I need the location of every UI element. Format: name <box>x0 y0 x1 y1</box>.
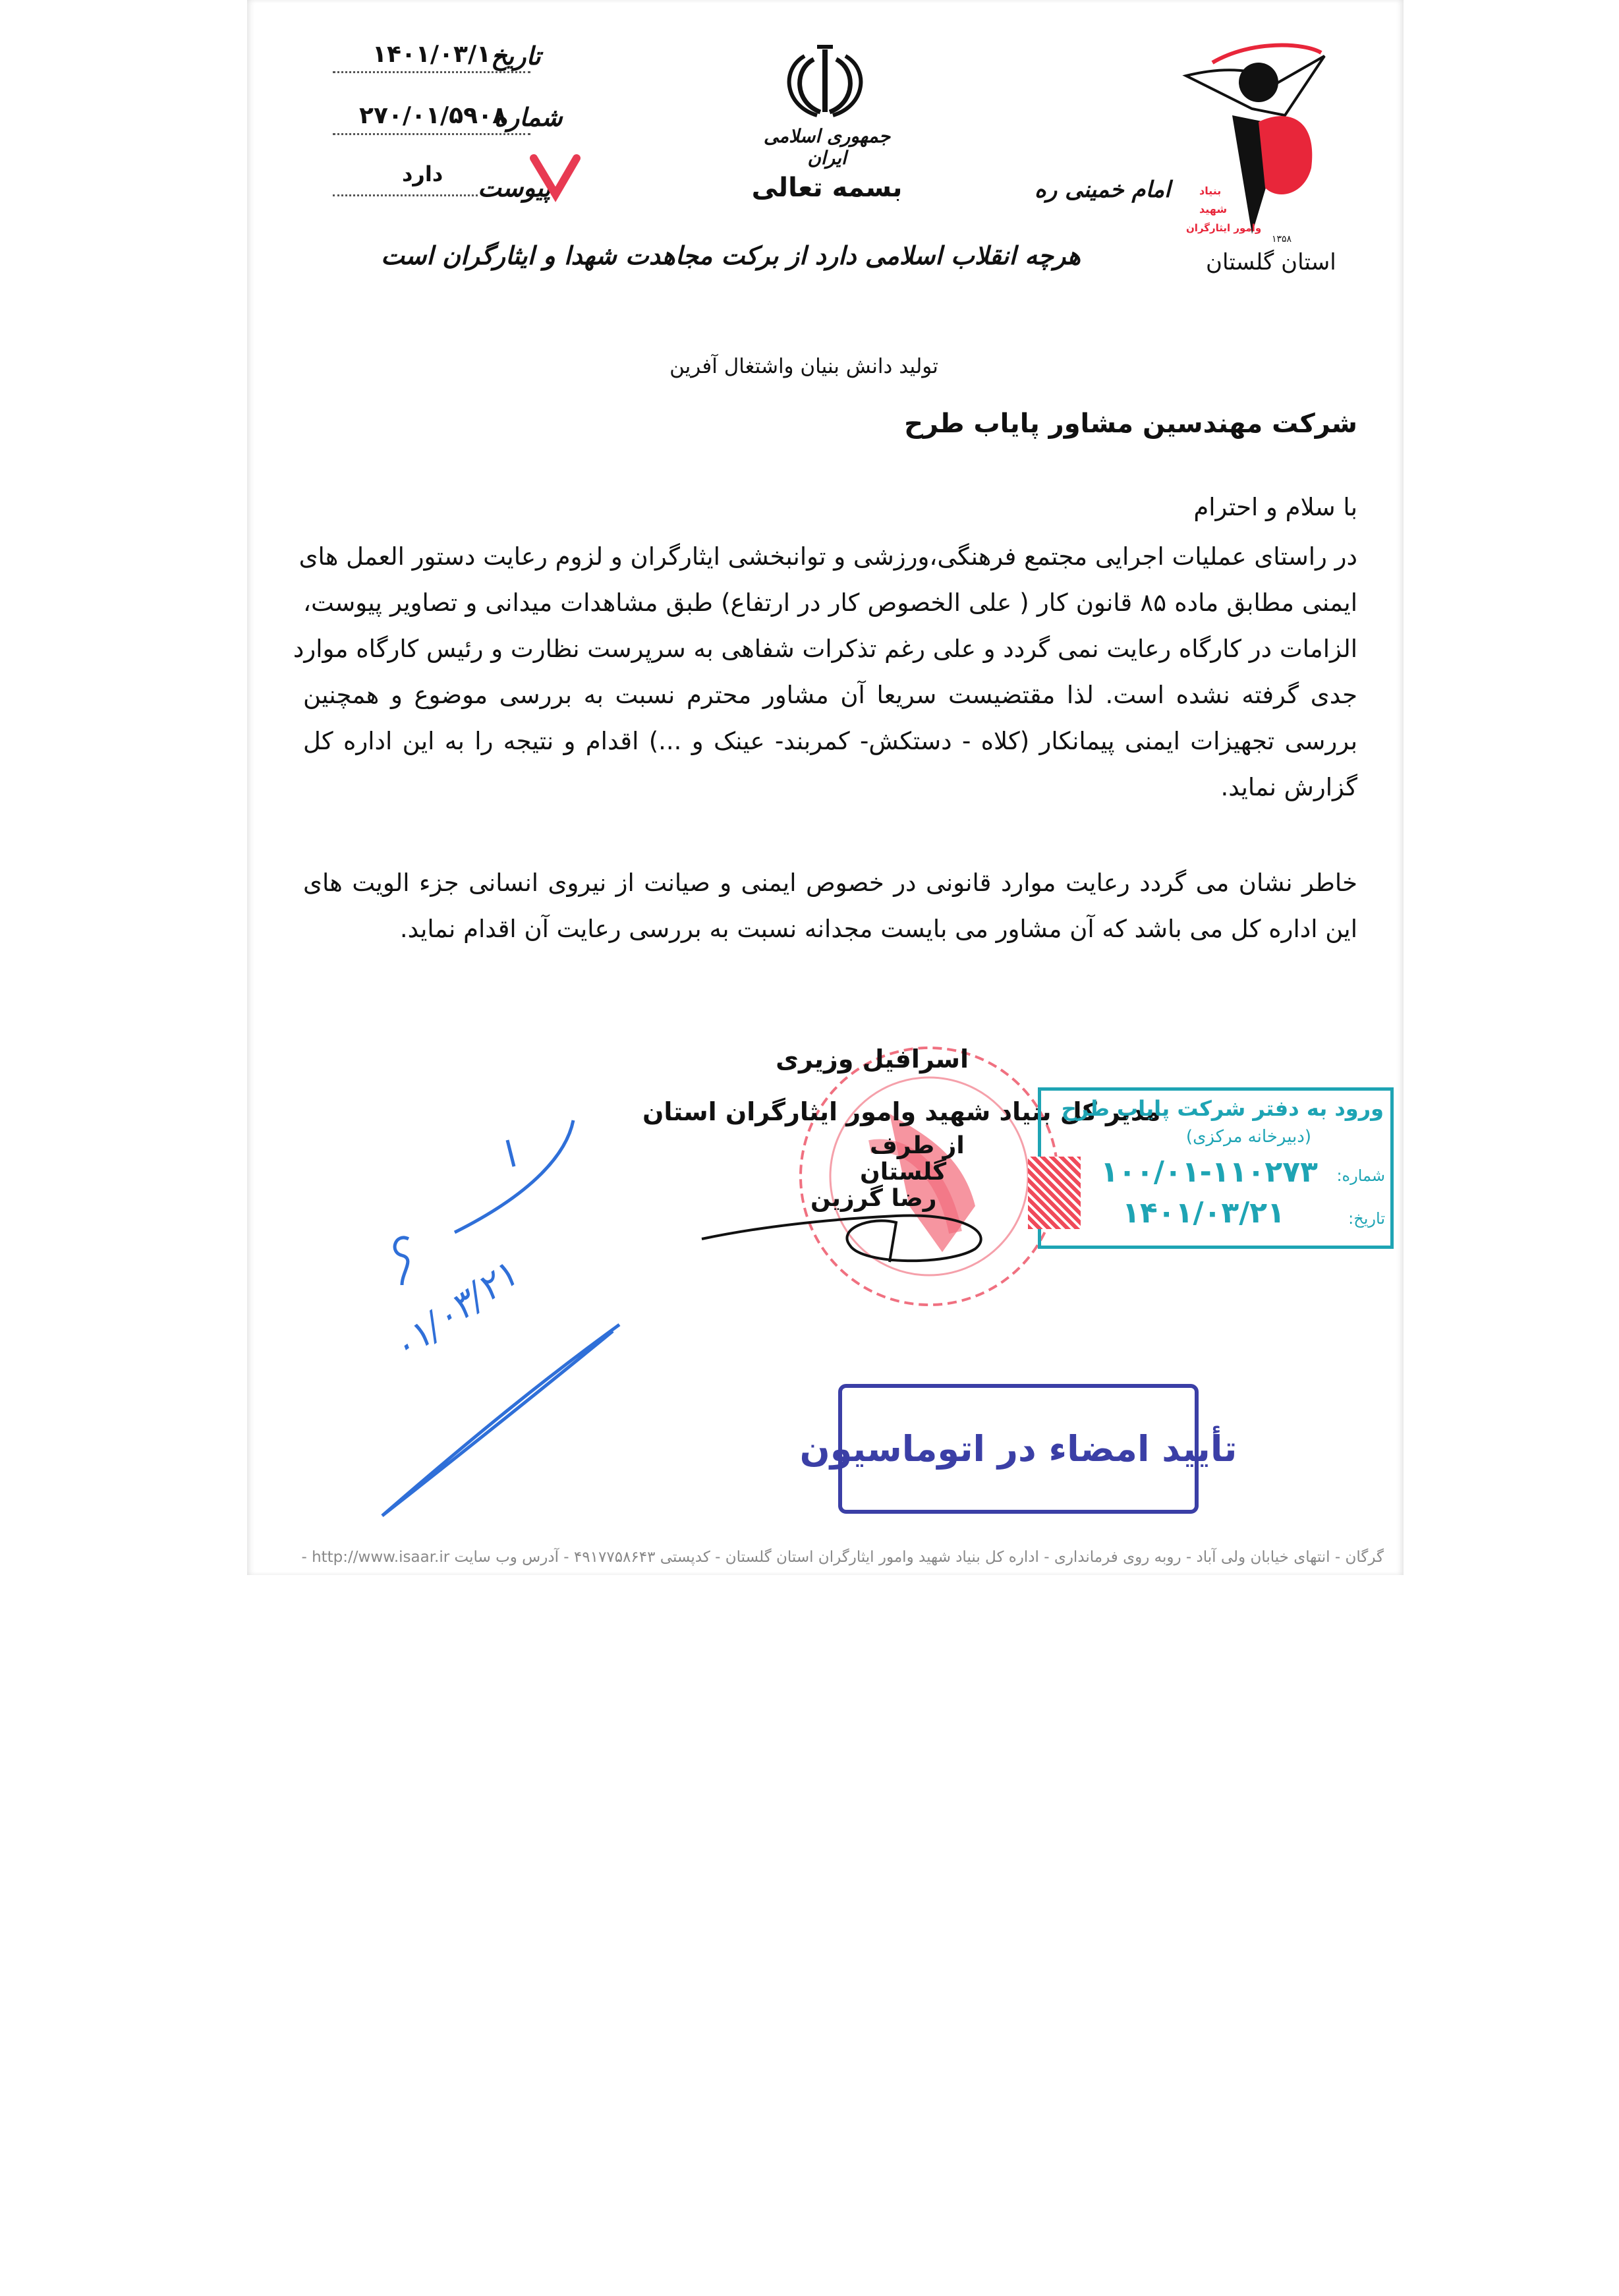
recipient: شرکت مهندسین مشاور پایاب طرح <box>904 409 1357 439</box>
bonyad-shahid-logo <box>1173 36 1338 247</box>
greeting: با سلام و احترام <box>1193 493 1357 521</box>
signer-province: گلستان <box>860 1159 947 1186</box>
qr-code-icon <box>1028 1157 1081 1229</box>
slogan: تولید دانش بنیان واشتغال آفرین <box>669 355 938 378</box>
logo-text-year: ۱۳۵۸ <box>1272 234 1292 244</box>
imam-label: امام خمینی ره <box>1035 177 1171 203</box>
signer-name: اسرافیل وزیری <box>776 1045 969 1074</box>
number-dotted-line <box>333 133 530 135</box>
attachment-dotted-line <box>333 194 478 196</box>
received-date-label: تاریخ: <box>1348 1209 1385 1228</box>
signer-title: مدیر کل بنیاد شهید وامور ایثارگران استان <box>642 1097 1161 1126</box>
checkmark-icon <box>530 152 583 204</box>
paragraph2-line: خاطر نشان می گردد رعایت موارد قانونی در خصوص ایمنی و صیانت از نیروی انسانی جزء الویت های <box>303 869 1357 897</box>
date-dotted-line <box>333 71 530 73</box>
bismillah: بسمه تعالی <box>751 173 903 203</box>
paragraph1-line: در راستای عملیات اجرایی مجتمع فرهنگی،ورزشی و توانبخشی ایثارگران و لزوم رعایت دستور العمل های <box>298 542 1357 571</box>
approval-stamp <box>799 1384 1237 1514</box>
handwritten-signature <box>698 1199 1015 1272</box>
iran-emblem-icon <box>781 43 870 122</box>
province-label: استان گلستان <box>1206 249 1336 275</box>
country-name: جمهوری اسلامی ایران <box>763 125 891 169</box>
received-number-value: ۱۰۰/۰۱-۱۱۰۲۷۳ <box>1100 1155 1318 1189</box>
date-label: تاریخ <box>491 41 541 71</box>
paragraph2-line: این اداره کل می باشد که آن مشاور می بایست مجدانه نسبت به بررسی رعایت آن اقدام نماید. <box>399 915 1357 943</box>
received-stamp-subtitle: (دبیرخانه مرکزی) <box>1185 1127 1311 1147</box>
deputy-name: رضا گرزین <box>810 1185 937 1212</box>
attachment-label: پیوست <box>478 173 551 202</box>
logo-text-isargaran: وامور ایثارگران <box>1186 222 1262 234</box>
received-number-label: شماره: <box>1336 1166 1385 1185</box>
footer-address: گرگان - انتهای خیابان ولی آباد - روبه روی فرمانداری - اداره کل بنیاد شهید وامور ایثارگران استان گلستان - کدپستی ۴۹۱۷۷۵۸۶۴۳ - آدرس وب سایت http://www.isaar.ir - <box>301 1549 1384 1566</box>
motto: هرچه انقلاب اسلامی دارد از برکت مجاهدت شهدا و ایثارگران است <box>381 241 1081 270</box>
received-stamp-title: ورود به دفتر شرکت پایاب طرح <box>1061 1096 1384 1121</box>
paragraph1-line: الزامات در کارگاه رعایت نمی گردد و علی رغم تذکرات شفاهی به سرپرست نظارت و رئیس کارگاه موارد <box>293 635 1357 663</box>
on-behalf-label: از طرف <box>870 1132 965 1159</box>
logo-text-bonyad: بنیاد <box>1199 185 1222 197</box>
approval-stamp-text: تأیید امضاء در اتوماسیون <box>799 1428 1237 1470</box>
received-date-value: ۱۴۰۱/۰۳/۲۱ <box>1122 1196 1285 1230</box>
number-label: شماره <box>494 102 563 132</box>
paragraph1-line: ایمنی مطابق ماده ۸۵ قانون کار ( علی الخصوص کار در ارتفاع) طبق مشاهدات میدانی و تصاویر پیوست، <box>303 588 1358 617</box>
attachment-value: دارد <box>402 161 443 187</box>
number-value: ۲۷۰/۰۱/۵۹۰۸ <box>359 102 507 129</box>
paragraph1-line: جدی گرفته نشده است. لذا مقتضیست سریعا آن مشاور محترم نسبت به بررسی موضوع و همچنین <box>303 681 1357 709</box>
handwritten-note-date: ۰۱/۰۳/۲۱ <box>383 1252 526 1371</box>
paragraph1-line: گزارش نماید. <box>1220 773 1357 801</box>
date-value: ۱۴۰۱/۰۳/۱۰ <box>372 41 506 68</box>
logo-text-shahid: شهید <box>1199 203 1228 215</box>
paragraph1-line: بررسی تجهیزات ایمنی پیمانکار (کلاه - دستکش- کمربند- عینک و ...) اقدام و نتیجه را به این اداره کل <box>303 727 1357 755</box>
received-stamp <box>1038 1087 1394 1249</box>
